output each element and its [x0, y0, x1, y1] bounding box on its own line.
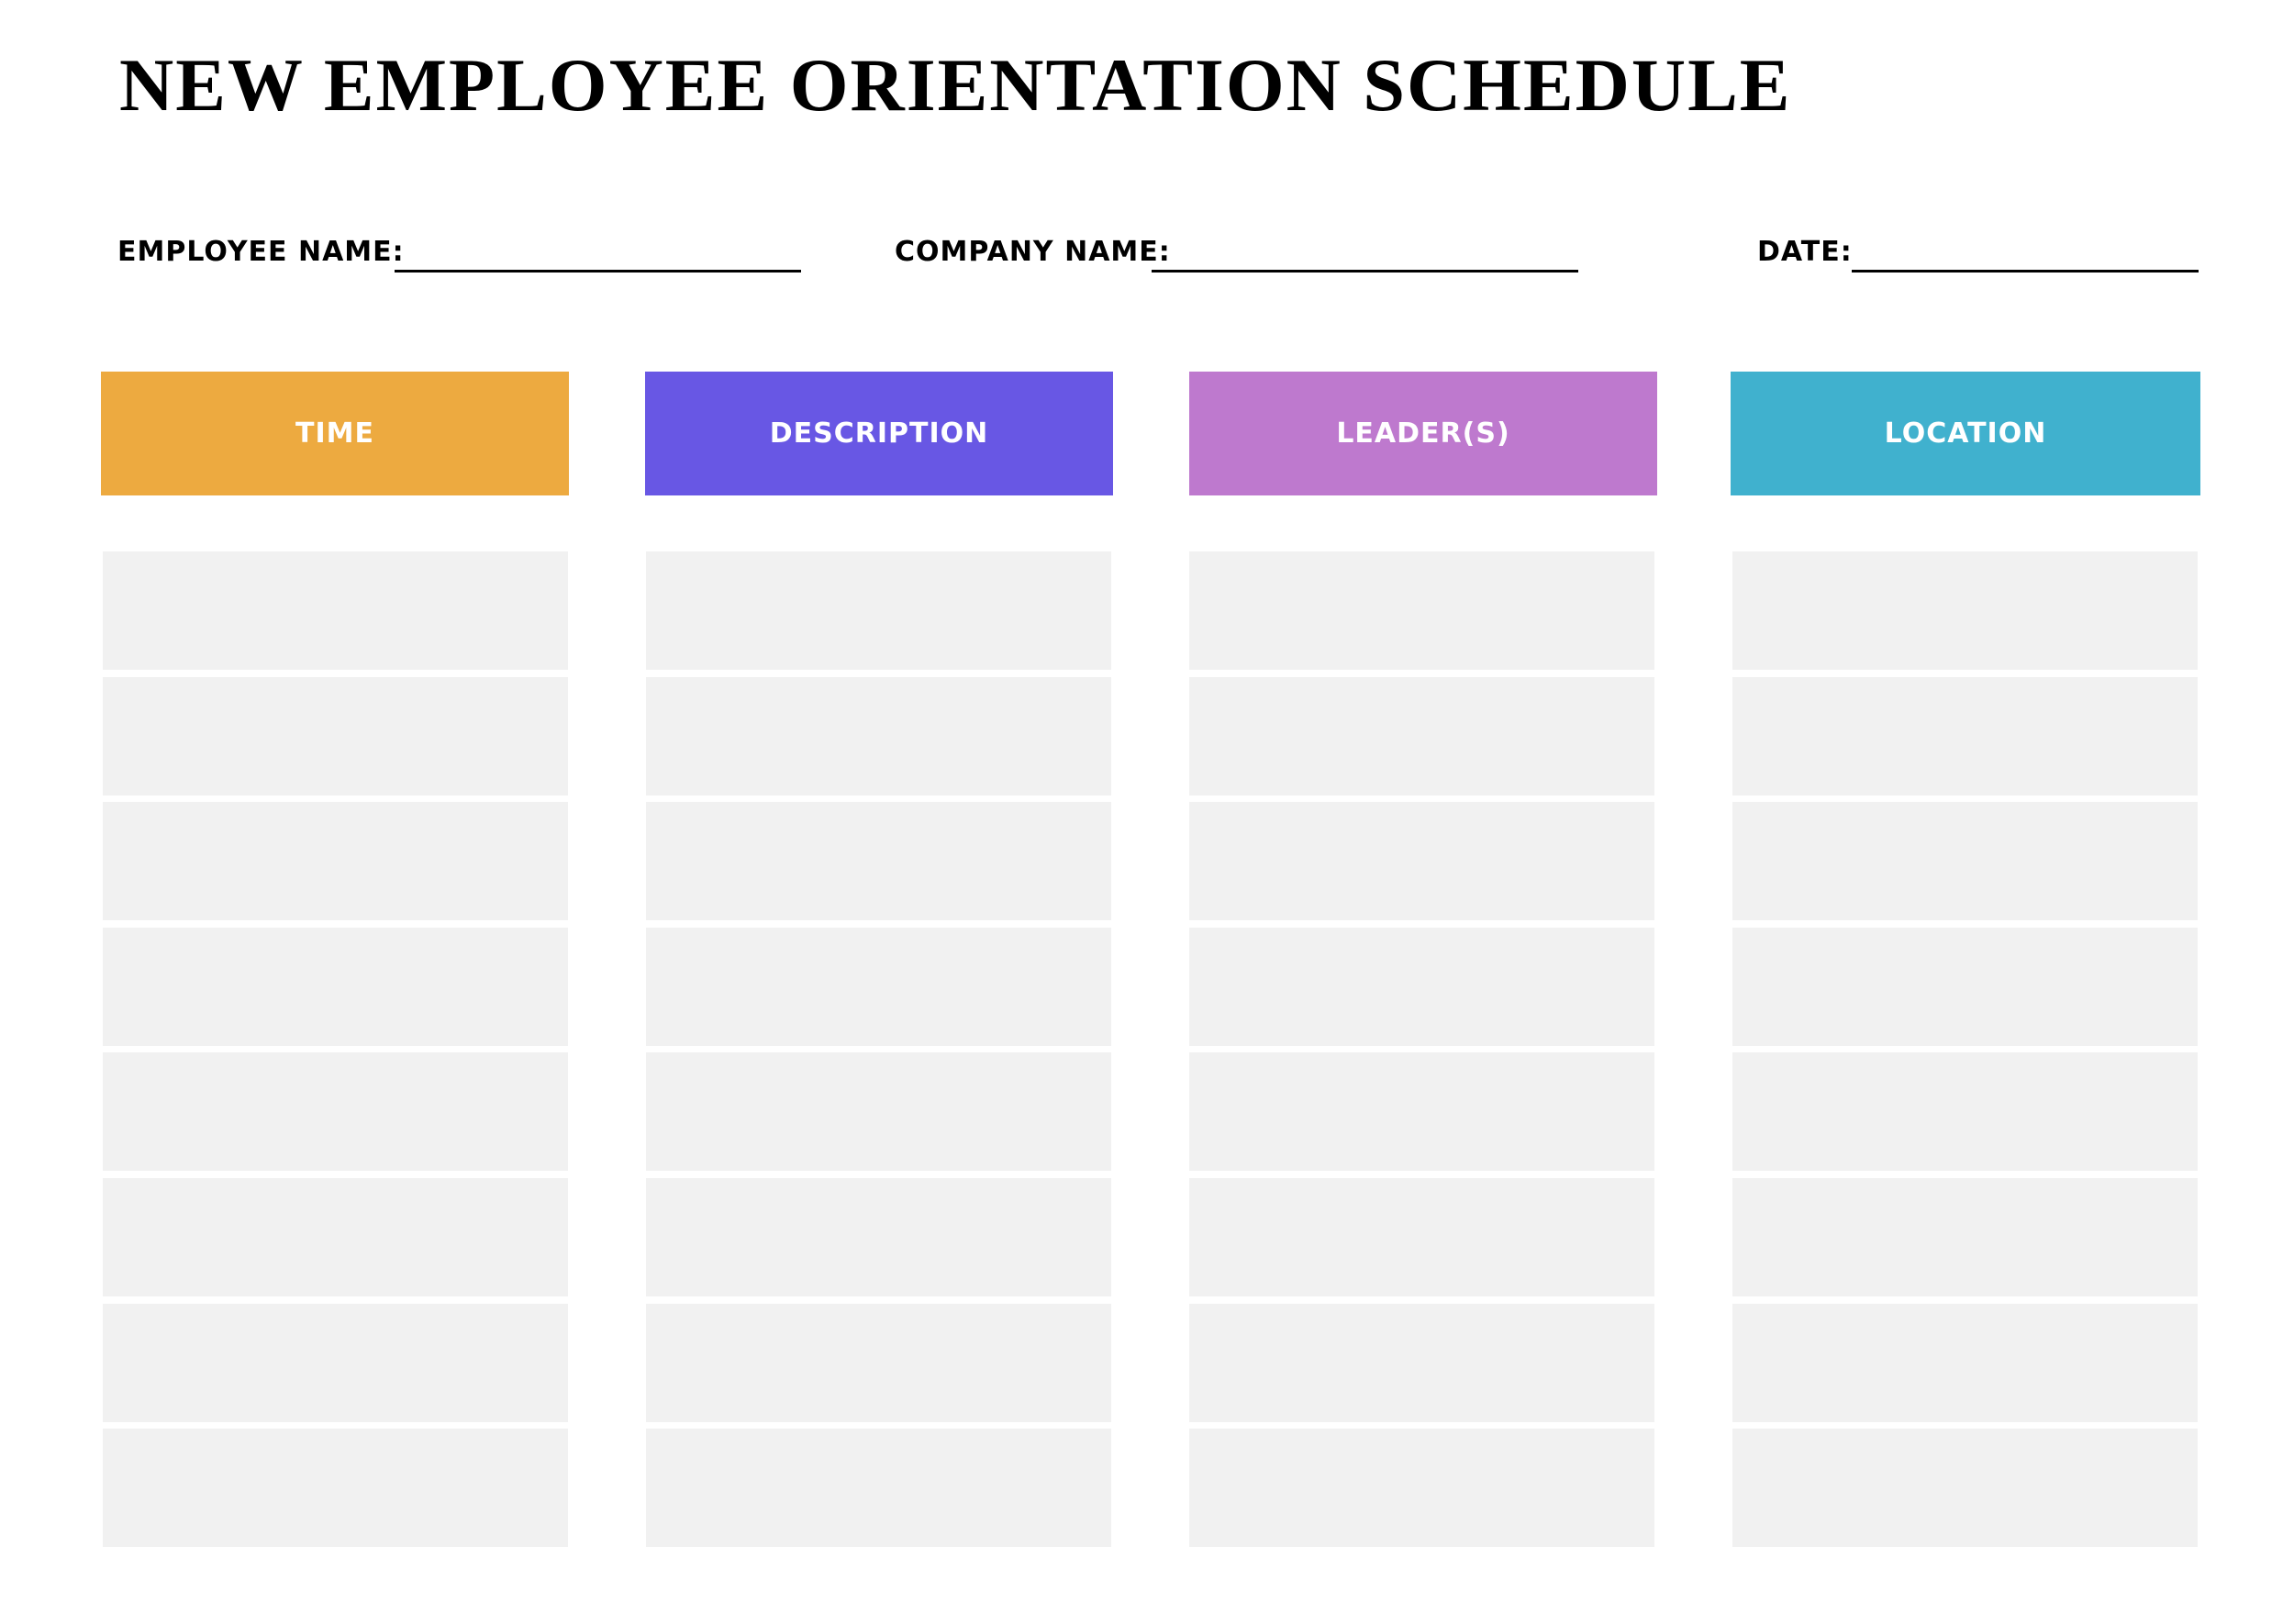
- table-cell[interactable]: [646, 1178, 1111, 1296]
- table-cell[interactable]: [1189, 677, 1654, 795]
- table-cell[interactable]: [646, 1304, 1111, 1422]
- table-cell[interactable]: [1189, 802, 1654, 920]
- company-name-label: COMPANY NAME:: [895, 236, 1171, 268]
- table-cell[interactable]: [103, 1178, 568, 1296]
- table-cell[interactable]: [646, 1052, 1111, 1171]
- table-cell[interactable]: [1732, 928, 2198, 1046]
- table-cell[interactable]: [1732, 802, 2198, 920]
- table-cell[interactable]: [1189, 928, 1654, 1046]
- table-cell[interactable]: [646, 677, 1111, 795]
- table-cell[interactable]: [1732, 1052, 2198, 1171]
- table-cell[interactable]: [646, 802, 1111, 920]
- table-cell[interactable]: [103, 928, 568, 1046]
- table-cell[interactable]: [103, 802, 568, 920]
- page-title: NEW EMPLOYEE ORIENTATION SCHEDULE: [119, 43, 1792, 127]
- employee-name-field[interactable]: [395, 270, 801, 273]
- table-cell[interactable]: [1189, 1178, 1654, 1296]
- table-cell[interactable]: [1189, 1429, 1654, 1547]
- column-header-location: LOCATION: [1731, 372, 2200, 495]
- table-cell[interactable]: [103, 1429, 568, 1547]
- table-cell[interactable]: [1189, 1052, 1654, 1171]
- table-cell[interactable]: [1189, 1304, 1654, 1422]
- company-name-field[interactable]: [1152, 270, 1578, 273]
- table-cell[interactable]: [103, 1052, 568, 1171]
- table-cell[interactable]: [103, 551, 568, 670]
- table-cell[interactable]: [646, 1429, 1111, 1547]
- table-cell[interactable]: [1732, 677, 2198, 795]
- table-cell[interactable]: [646, 551, 1111, 670]
- table-cell[interactable]: [646, 928, 1111, 1046]
- employee-name-label: EMPLOYEE NAME:: [117, 236, 405, 268]
- table-cell[interactable]: [1732, 1304, 2198, 1422]
- table-cell[interactable]: [1189, 551, 1654, 670]
- date-label: DATE:: [1757, 236, 1853, 268]
- column-header-description: DESCRIPTION: [645, 372, 1113, 495]
- table-cell[interactable]: [1732, 1429, 2198, 1547]
- column-header-time: TIME: [101, 372, 569, 495]
- column-header-leader-s: LEADER(S): [1189, 372, 1657, 495]
- table-cell[interactable]: [103, 677, 568, 795]
- table-cell[interactable]: [1732, 1178, 2198, 1296]
- table-cell[interactable]: [1732, 551, 2198, 670]
- table-cell[interactable]: [103, 1304, 568, 1422]
- date-field[interactable]: [1852, 270, 2199, 273]
